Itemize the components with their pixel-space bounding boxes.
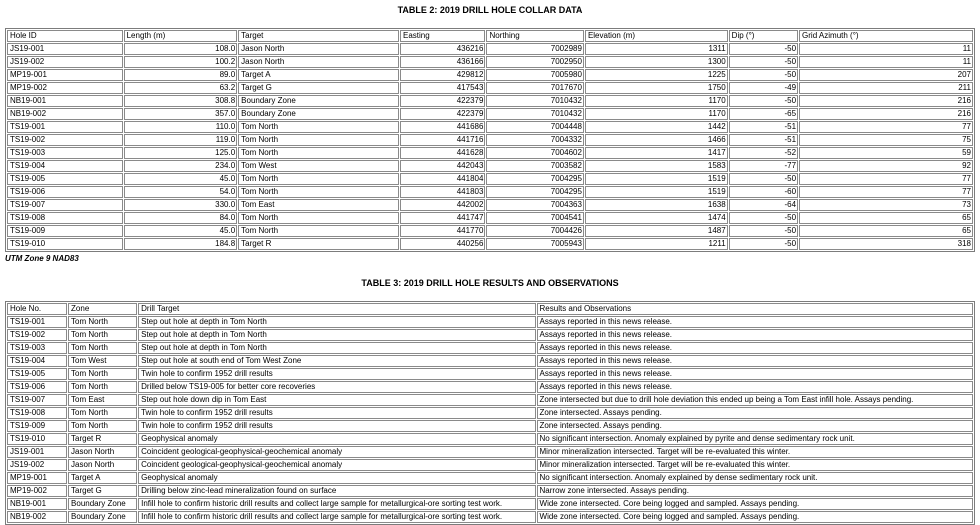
cell: TS19-004 xyxy=(7,355,67,367)
column-header: Hole ID xyxy=(7,30,123,42)
table-row xyxy=(7,511,973,523)
cell: -50 xyxy=(729,212,798,224)
cell: -50 xyxy=(729,69,798,81)
table-row xyxy=(7,316,973,328)
cell: Tom North xyxy=(238,134,399,146)
cell: 7010432 xyxy=(486,108,584,120)
cell: Boundary Zone xyxy=(238,108,399,120)
cell: 7010432 xyxy=(486,95,584,107)
table-row xyxy=(7,173,973,185)
cell: 63.2 xyxy=(124,82,238,94)
cell: -50 xyxy=(729,43,798,55)
table-row xyxy=(7,199,973,211)
cell: TS19-007 xyxy=(7,199,123,211)
cell: 1638 xyxy=(585,199,728,211)
cell: 1417 xyxy=(585,147,728,159)
cell: 417543 xyxy=(400,82,485,94)
cell: JS19-002 xyxy=(7,56,123,68)
cell: 7002950 xyxy=(486,56,584,68)
cell: 77 xyxy=(799,186,973,198)
cell: 440256 xyxy=(400,238,485,250)
cell: 7004448 xyxy=(486,121,584,133)
cell: TS19-006 xyxy=(7,186,123,198)
cell: TS19-007 xyxy=(7,394,67,406)
cell: 441803 xyxy=(400,186,485,198)
cell: 77 xyxy=(799,173,973,185)
cell: Step out hole at depth in Tom North xyxy=(138,316,535,328)
cell: 1211 xyxy=(585,238,728,250)
cell: 1519 xyxy=(585,186,728,198)
cell: Target G xyxy=(68,485,137,497)
cell: 65 xyxy=(799,225,973,237)
cell: Tom North xyxy=(238,147,399,159)
cell: 1225 xyxy=(585,69,728,81)
cell: 1750 xyxy=(585,82,728,94)
cell: Zone intersected. Assays pending. xyxy=(537,407,973,419)
table-row xyxy=(7,459,973,471)
cell: Boundary Zone xyxy=(238,95,399,107)
cell: Tom West xyxy=(238,160,399,172)
cell: Assays reported in this news release. xyxy=(537,368,973,380)
cell: 45.0 xyxy=(124,173,238,185)
table-row xyxy=(7,238,973,250)
table-row xyxy=(7,186,973,198)
table-row xyxy=(7,134,973,146)
table-row xyxy=(7,407,973,419)
cell: TS19-002 xyxy=(7,329,67,341)
table-row xyxy=(7,472,973,484)
cell: JS19-001 xyxy=(7,43,123,55)
cell: 7004363 xyxy=(486,199,584,211)
cell: -64 xyxy=(729,199,798,211)
cell: 1300 xyxy=(585,56,728,68)
cell: Target A xyxy=(68,472,137,484)
cell: JS19-001 xyxy=(7,446,67,458)
cell: Wide zone intersected. Core being logged and sampled. Assays pending. xyxy=(537,498,973,510)
cell: 108.0 xyxy=(124,43,238,55)
cell: Tom East xyxy=(68,394,137,406)
cell: TS19-003 xyxy=(7,342,67,354)
cell: NB19-002 xyxy=(7,108,123,120)
cell: 308.8 xyxy=(124,95,238,107)
cell: 441804 xyxy=(400,173,485,185)
cell: Assays reported in this news release. xyxy=(537,342,973,354)
cell: 7003582 xyxy=(486,160,584,172)
cell: Tom North xyxy=(238,225,399,237)
column-header: Target xyxy=(238,30,399,42)
cell: -50 xyxy=(729,238,798,250)
cell: TS19-009 xyxy=(7,420,67,432)
cell: Narrow zone intersected. Assays pending. xyxy=(537,485,973,497)
cell: Coincident geological-geophysical-geochemical anomaly xyxy=(138,446,535,458)
cell: 441686 xyxy=(400,121,485,133)
cell: 7004332 xyxy=(486,134,584,146)
cell: TS19-010 xyxy=(7,433,67,445)
cell: TS19-002 xyxy=(7,134,123,146)
cell: 1487 xyxy=(585,225,728,237)
cell: MP19-001 xyxy=(7,69,123,81)
table-row xyxy=(7,225,973,237)
table-row xyxy=(7,160,973,172)
cell: Target R xyxy=(238,238,399,250)
table-row xyxy=(7,121,973,133)
cell: Step out hole at south end of Tom West Zone xyxy=(138,355,535,367)
cell: Jason North xyxy=(68,446,137,458)
cell: Twin hole to confirm 1952 drill results xyxy=(138,368,535,380)
cell: 441716 xyxy=(400,134,485,146)
column-header: Elevation (m) xyxy=(585,30,728,42)
cell: Zone intersected. Assays pending. xyxy=(537,420,973,432)
cell: -52 xyxy=(729,147,798,159)
cell: Jason North xyxy=(238,43,399,55)
cell: MP19-002 xyxy=(7,485,67,497)
cell: Minor mineralization intersected. Target will be re-evaluated this winter. xyxy=(537,446,973,458)
cell: TS19-005 xyxy=(7,173,123,185)
cell: Tom North xyxy=(68,329,137,341)
table-row xyxy=(7,147,973,159)
cell: -50 xyxy=(729,225,798,237)
cell: TS19-004 xyxy=(7,160,123,172)
cell: 1466 xyxy=(585,134,728,146)
cell: -51 xyxy=(729,134,798,146)
cell: 216 xyxy=(799,95,973,107)
cell: Boundary Zone xyxy=(68,498,137,510)
cell: 422379 xyxy=(400,95,485,107)
cell: MP19-001 xyxy=(7,472,67,484)
header-row xyxy=(7,303,973,315)
cell: TS19-001 xyxy=(7,316,67,328)
cell: Assays reported in this news release. xyxy=(537,316,973,328)
cell: 330.0 xyxy=(124,199,238,211)
cell: 1170 xyxy=(585,108,728,120)
cell: 436216 xyxy=(400,43,485,55)
cell: -60 xyxy=(729,186,798,198)
cell: 216 xyxy=(799,108,973,120)
table-row xyxy=(7,43,973,55)
cell: Tom North xyxy=(238,121,399,133)
table-row xyxy=(7,368,973,380)
cell: 84.0 xyxy=(124,212,238,224)
cell: Drilling below zinc-lead mineralization found on surface xyxy=(138,485,535,497)
cell: 125.0 xyxy=(124,147,238,159)
cell: Target R xyxy=(68,433,137,445)
column-header: Easting xyxy=(400,30,485,42)
cell: 7002989 xyxy=(486,43,584,55)
cell: Infill hole to confirm historic drill results and collect large sample for metallurgical-ore sorting test work. xyxy=(138,511,535,523)
cell: 1583 xyxy=(585,160,728,172)
cell: 441628 xyxy=(400,147,485,159)
cell: -51 xyxy=(729,121,798,133)
table-row xyxy=(7,95,973,107)
cell: 77 xyxy=(799,121,973,133)
table2-title: TABLE 2: 2019 DRILL HOLE COLLAR DATA xyxy=(397,5,583,15)
column-header: Hole No. xyxy=(7,303,67,315)
table-row xyxy=(7,108,973,120)
cell: Step out hole at depth in Tom North xyxy=(138,342,535,354)
table-row xyxy=(7,498,973,510)
cell: TS19-003 xyxy=(7,147,123,159)
cell: 436166 xyxy=(400,56,485,68)
cell: 65 xyxy=(799,212,973,224)
cell: TS19-008 xyxy=(7,212,123,224)
table-row xyxy=(7,394,973,406)
cell: MP19-002 xyxy=(7,82,123,94)
cell: Assays reported in this news release. xyxy=(537,329,973,341)
cell: 100.2 xyxy=(124,56,238,68)
cell: -50 xyxy=(729,56,798,68)
table-row xyxy=(7,342,973,354)
table-row xyxy=(7,381,973,393)
table-row xyxy=(7,82,973,94)
cell: No significant intersection. Anomaly explained by pyrite and dense sedimentary rock unit. xyxy=(537,433,973,445)
cell: 110.0 xyxy=(124,121,238,133)
cell: Zone intersected but due to drill hole deviation this ended up being a Tom East infill hole. Assays pending. xyxy=(537,394,973,406)
cell: NB19-002 xyxy=(7,511,67,523)
cell: Tom North xyxy=(68,316,137,328)
cell: -77 xyxy=(729,160,798,172)
cell: Geophysical anomaly xyxy=(138,472,535,484)
cell: 7004295 xyxy=(486,173,584,185)
cell: 1311 xyxy=(585,43,728,55)
cell: 11 xyxy=(799,56,973,68)
cell: 7017670 xyxy=(486,82,584,94)
cell: Geophysical anomaly xyxy=(138,433,535,445)
column-header: Grid Azimuth (°) xyxy=(799,30,973,42)
cell: Tom North xyxy=(68,342,137,354)
cell: Tom East xyxy=(238,199,399,211)
cell: 45.0 xyxy=(124,225,238,237)
cell: Twin hole to confirm 1952 drill results xyxy=(138,420,535,432)
cell: 441770 xyxy=(400,225,485,237)
cell: Assays reported in this news release. xyxy=(537,355,973,367)
cell: Drilled below TS19-005 for better core recoveries xyxy=(138,381,535,393)
cell: TS19-010 xyxy=(7,238,123,250)
cell: No significant intersection. Anomaly explained by dense sedimentary rock unit. xyxy=(537,472,973,484)
cell: 357.0 xyxy=(124,108,238,120)
cell: NB19-001 xyxy=(7,498,67,510)
cell: 7005980 xyxy=(486,69,584,81)
cell: 441747 xyxy=(400,212,485,224)
cell: 7004541 xyxy=(486,212,584,224)
cell: Assays reported in this news release. xyxy=(537,381,973,393)
cell: 1170 xyxy=(585,95,728,107)
cell: Tom North xyxy=(238,186,399,198)
cell: TS19-009 xyxy=(7,225,123,237)
cell: 184.8 xyxy=(124,238,238,250)
table-row xyxy=(7,485,973,497)
column-header: Results and Observations xyxy=(537,303,973,315)
cell: TS19-006 xyxy=(7,381,67,393)
cell: 211 xyxy=(799,82,973,94)
cell: 234.0 xyxy=(124,160,238,172)
utm-zone-note: UTM Zone 9 NAD83 xyxy=(5,254,79,263)
cell: -65 xyxy=(729,108,798,120)
cell: Tom North xyxy=(68,420,137,432)
cell: 1474 xyxy=(585,212,728,224)
table3-title: TABLE 3: 2019 DRILL HOLE RESULTS AND OBSERVATIONS xyxy=(361,278,619,288)
cell: JS19-002 xyxy=(7,459,67,471)
column-header: Dip (°) xyxy=(729,30,798,42)
cell: Infill hole to confirm historic drill results and collect large sample for metallurgical-ore sorting test work. xyxy=(138,498,535,510)
cell: Coincident geological-geophysical-geochemical anomaly xyxy=(138,459,535,471)
cell: 422379 xyxy=(400,108,485,120)
column-header: Drill Target xyxy=(138,303,535,315)
table-row xyxy=(7,355,973,367)
cell: 54.0 xyxy=(124,186,238,198)
cell: Minor mineralization intersected. Target will be re-evaluated this winter. xyxy=(537,459,973,471)
cell: Boundary Zone xyxy=(68,511,137,523)
cell: Twin hole to confirm 1952 drill results xyxy=(138,407,535,419)
cell: 75 xyxy=(799,134,973,146)
cell: Target A xyxy=(238,69,399,81)
cell: Wide zone intersected. Core being logged and sampled. Assays pending. xyxy=(537,511,973,523)
cell: -50 xyxy=(729,95,798,107)
cell: 73 xyxy=(799,199,973,211)
cell: Tom North xyxy=(68,368,137,380)
cell: Tom West xyxy=(68,355,137,367)
cell: Target G xyxy=(238,82,399,94)
table-row xyxy=(7,433,973,445)
results-observations-table xyxy=(5,301,975,525)
cell: Tom North xyxy=(238,173,399,185)
cell: TS19-001 xyxy=(7,121,123,133)
cell: Tom North xyxy=(68,407,137,419)
cell: 442043 xyxy=(400,160,485,172)
cell: 59 xyxy=(799,147,973,159)
cell: Step out hole at depth in Tom North xyxy=(138,329,535,341)
cell: NB19-001 xyxy=(7,95,123,107)
cell: 119.0 xyxy=(124,134,238,146)
cell: 7004426 xyxy=(486,225,584,237)
cell: 318 xyxy=(799,238,973,250)
header-row xyxy=(7,30,973,42)
cell: 89.0 xyxy=(124,69,238,81)
cell: Step out hole down dip in Tom East xyxy=(138,394,535,406)
cell: 1442 xyxy=(585,121,728,133)
cell: 7004295 xyxy=(486,186,584,198)
column-header: Northing xyxy=(486,30,584,42)
cell: Tom North xyxy=(68,381,137,393)
table-row xyxy=(7,212,973,224)
cell: 92 xyxy=(799,160,973,172)
cell: 7005943 xyxy=(486,238,584,250)
cell: 11 xyxy=(799,43,973,55)
table-row xyxy=(7,69,973,81)
cell: -49 xyxy=(729,82,798,94)
table-row xyxy=(7,420,973,432)
table-row xyxy=(7,329,973,341)
cell: -50 xyxy=(729,173,798,185)
column-header: Length (m) xyxy=(124,30,238,42)
column-header: Zone xyxy=(68,303,137,315)
cell: 7004602 xyxy=(486,147,584,159)
cell: 442002 xyxy=(400,199,485,211)
cell: 1519 xyxy=(585,173,728,185)
cell: TS19-005 xyxy=(7,368,67,380)
cell: Jason North xyxy=(68,459,137,471)
table-row xyxy=(7,56,973,68)
cell: 429812 xyxy=(400,69,485,81)
collar-data-table xyxy=(5,28,975,252)
cell: TS19-008 xyxy=(7,407,67,419)
cell: Tom North xyxy=(238,212,399,224)
table-row xyxy=(7,446,973,458)
cell: 207 xyxy=(799,69,973,81)
cell: Jason North xyxy=(238,56,399,68)
